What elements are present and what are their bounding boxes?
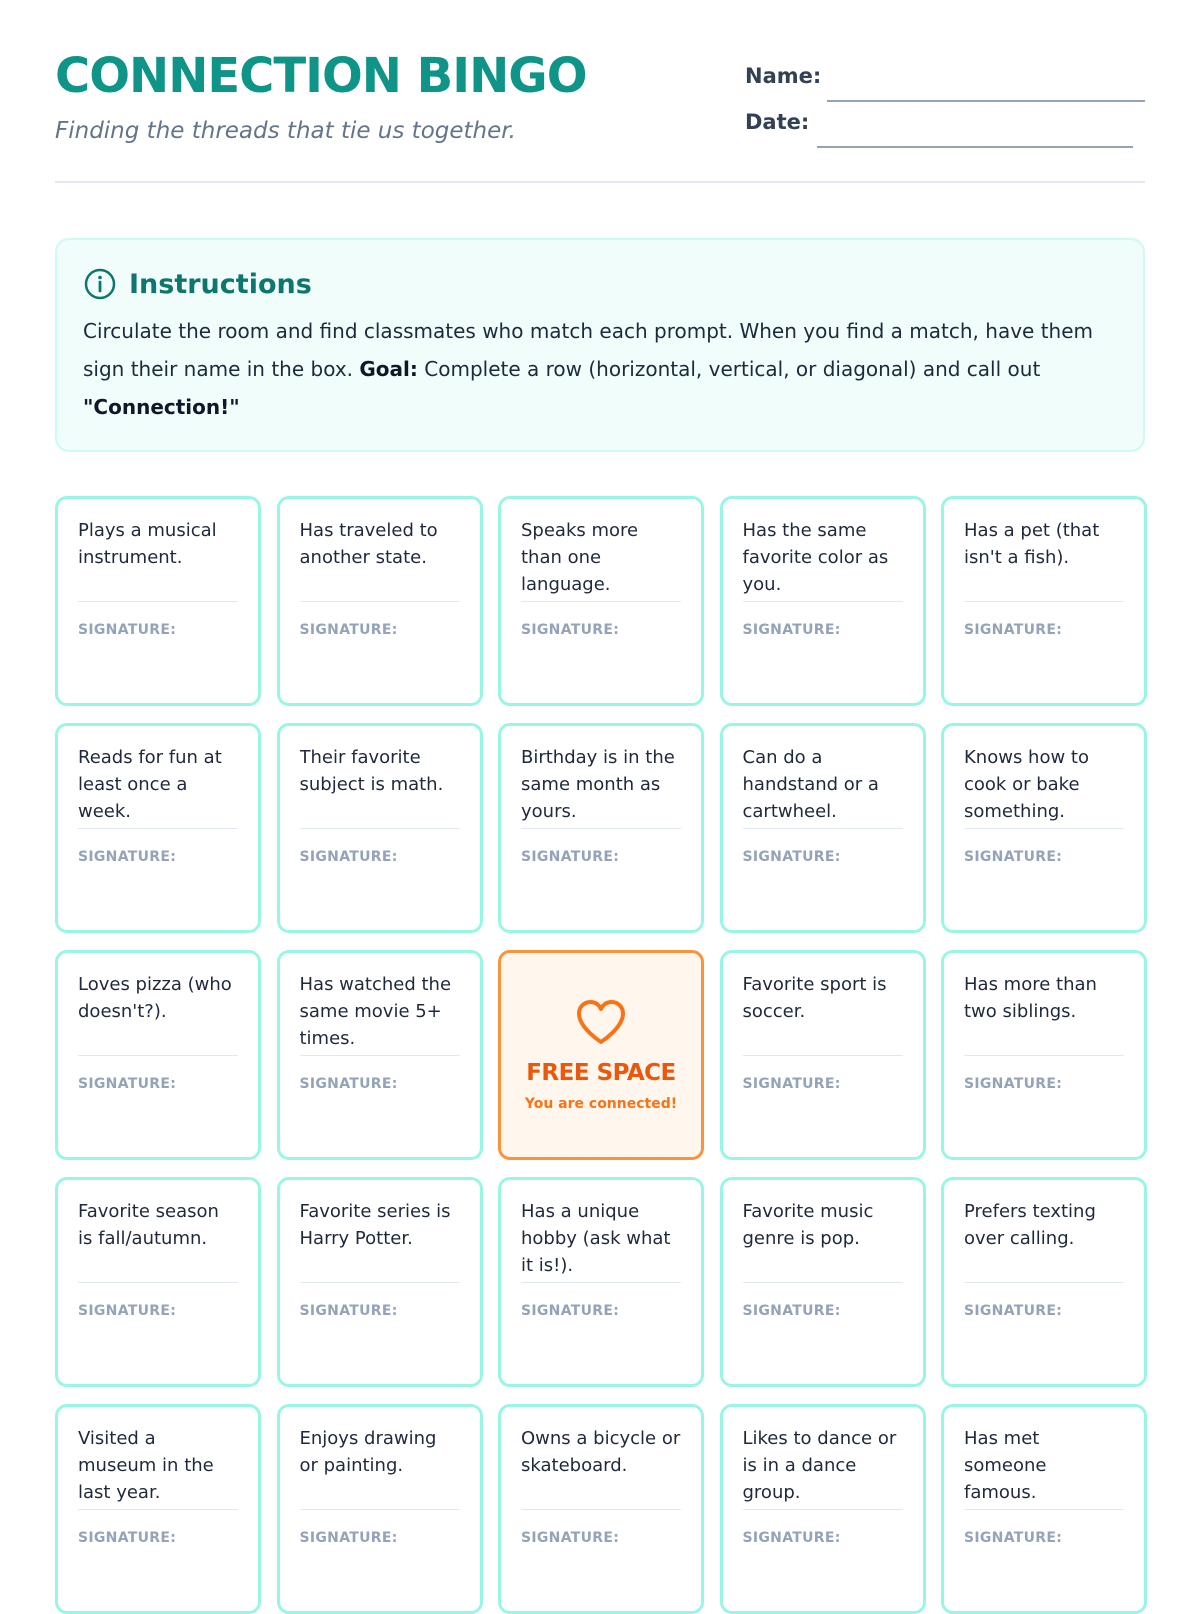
free-space-subtitle: You are connected!: [524, 1096, 678, 1112]
cell-prompt: Has watched the same movie 5+ times.: [300, 971, 460, 1056]
bingo-cell[interactable]: [720, 496, 926, 706]
cell-prompt: Enjoys drawing or painting.: [300, 1425, 460, 1510]
bingo-cell[interactable]: [55, 723, 261, 933]
info-icon: [83, 267, 117, 301]
free-space-cell: [498, 950, 704, 1160]
signature-label: SIGNATURE:: [299, 622, 398, 638]
signature-label: SIGNATURE:: [78, 1530, 177, 1546]
signature-label: SIGNATURE:: [299, 849, 398, 865]
call-out-text: "Connection!": [83, 395, 240, 419]
goal-label: Goal:: [359, 357, 418, 381]
cell-prompt: Speaks more than one language.: [521, 517, 681, 602]
signature-label: SIGNATURE:: [78, 1303, 177, 1319]
signature-label: SIGNATURE:: [742, 849, 841, 865]
name-row: [745, 62, 1145, 102]
signature-label: SIGNATURE:: [521, 1530, 620, 1546]
bingo-cell[interactable]: [941, 496, 1147, 706]
bingo-cell[interactable]: [55, 1177, 261, 1387]
free-space-title: FREE SPACE: [526, 1060, 676, 1086]
signature-label: SIGNATURE:: [78, 1076, 177, 1092]
signature-label: SIGNATURE:: [521, 849, 620, 865]
cell-prompt: Favorite music genre is pop.: [743, 1198, 903, 1283]
bingo-cell[interactable]: [277, 723, 483, 933]
bingo-cell[interactable]: [720, 723, 926, 933]
signature-label: SIGNATURE:: [78, 849, 177, 865]
cell-prompt: Visited a museum in the last year.: [78, 1425, 238, 1510]
signature-label: SIGNATURE:: [521, 622, 620, 638]
signature-label: SIGNATURE:: [964, 1530, 1063, 1546]
instructions-box: [55, 238, 1145, 452]
bingo-cell[interactable]: [277, 496, 483, 706]
cell-prompt: Likes to dance or is in a dance group.: [743, 1425, 903, 1510]
heart-icon: [575, 998, 627, 1046]
signature-label: SIGNATURE:: [742, 1076, 841, 1092]
instructions-text: [83, 312, 1117, 426]
cell-prompt: Can do a handstand or a cartwheel.: [743, 744, 903, 829]
signature-label: SIGNATURE:: [964, 1303, 1063, 1319]
bingo-cell[interactable]: [277, 1177, 483, 1387]
cell-prompt: Owns a bicycle or skateboard.: [521, 1425, 681, 1510]
bingo-cell[interactable]: [498, 1177, 704, 1387]
bingo-cell[interactable]: [498, 1404, 704, 1614]
bingo-cell[interactable]: [498, 496, 704, 706]
signature-label: SIGNATURE:: [964, 849, 1063, 865]
cell-prompt: Loves pizza (who doesn't?).: [78, 971, 238, 1056]
bingo-cell[interactable]: [55, 496, 261, 706]
cell-prompt: Favorite season is fall/autumn.: [78, 1198, 238, 1283]
signature-label: SIGNATURE:: [964, 1076, 1063, 1092]
bingo-cell[interactable]: [720, 1177, 926, 1387]
signature-label: SIGNATURE:: [742, 622, 841, 638]
bingo-grid: [55, 496, 1147, 1614]
bingo-cell[interactable]: [941, 1404, 1147, 1614]
page-title: CONNECTION BINGO: [55, 48, 587, 104]
bingo-cell[interactable]: [941, 723, 1147, 933]
bingo-cell[interactable]: [720, 950, 926, 1160]
cell-prompt: Prefers texting over calling.: [964, 1198, 1124, 1283]
cell-prompt: Favorite sport is soccer.: [743, 971, 903, 1056]
bingo-cell[interactable]: [498, 723, 704, 933]
cell-prompt: Has traveled to another state.: [300, 517, 460, 602]
cell-prompt: Favorite series is Harry Potter.: [300, 1198, 460, 1283]
cell-prompt: Birthday is in the same month as yours.: [521, 744, 681, 829]
signature-label: SIGNATURE:: [299, 1076, 398, 1092]
bingo-cell[interactable]: [941, 950, 1147, 1160]
header: [55, 0, 1145, 183]
signature-label: SIGNATURE:: [299, 1530, 398, 1546]
date-row: [745, 108, 1145, 148]
bingo-cell[interactable]: [55, 1404, 261, 1614]
date-label: Date:: [745, 110, 810, 134]
name-line[interactable]: [827, 100, 1145, 102]
instructions-part2: Complete a row (horizontal, vertical, or diagonal) and call out: [417, 357, 1041, 381]
signature-label: SIGNATURE:: [521, 1303, 620, 1319]
bingo-cell[interactable]: [277, 950, 483, 1160]
instructions-header: [83, 266, 1117, 302]
cell-prompt: Knows how to cook or bake something.: [964, 744, 1124, 829]
cell-prompt: Plays a musical instrument.: [78, 517, 238, 602]
date-line[interactable]: [817, 146, 1133, 148]
bingo-cell[interactable]: [55, 950, 261, 1160]
cell-prompt: Has more than two siblings.: [964, 971, 1124, 1056]
cell-prompt: Reads for fun at least once a week.: [78, 744, 238, 829]
signature-label: SIGNATURE:: [299, 1303, 398, 1319]
instructions-title: Instructions: [129, 268, 312, 300]
signature-label: SIGNATURE:: [742, 1303, 841, 1319]
cell-prompt: Has a unique hobby (ask what it is!).: [521, 1198, 681, 1283]
bingo-cell[interactable]: [941, 1177, 1147, 1387]
cell-prompt: Has met someone famous.: [964, 1425, 1124, 1510]
page-subtitle: Finding the threads that tie us together.: [55, 118, 516, 144]
name-label: Name:: [745, 64, 822, 88]
bingo-cell[interactable]: [277, 1404, 483, 1614]
signature-label: SIGNATURE:: [964, 622, 1063, 638]
cell-prompt: Has a pet (that isn't a fish).: [964, 517, 1124, 602]
cell-prompt: Their favorite subject is math.: [300, 744, 460, 829]
signature-label: SIGNATURE:: [78, 622, 177, 638]
bingo-cell[interactable]: [720, 1404, 926, 1614]
cell-prompt: Has the same favorite color as you.: [743, 517, 903, 602]
signature-label: SIGNATURE:: [742, 1530, 841, 1546]
instructions-part1: Circulate the room and find classmates who match each prompt. When you find a match, have them sign their name in the box.: [83, 319, 1093, 381]
